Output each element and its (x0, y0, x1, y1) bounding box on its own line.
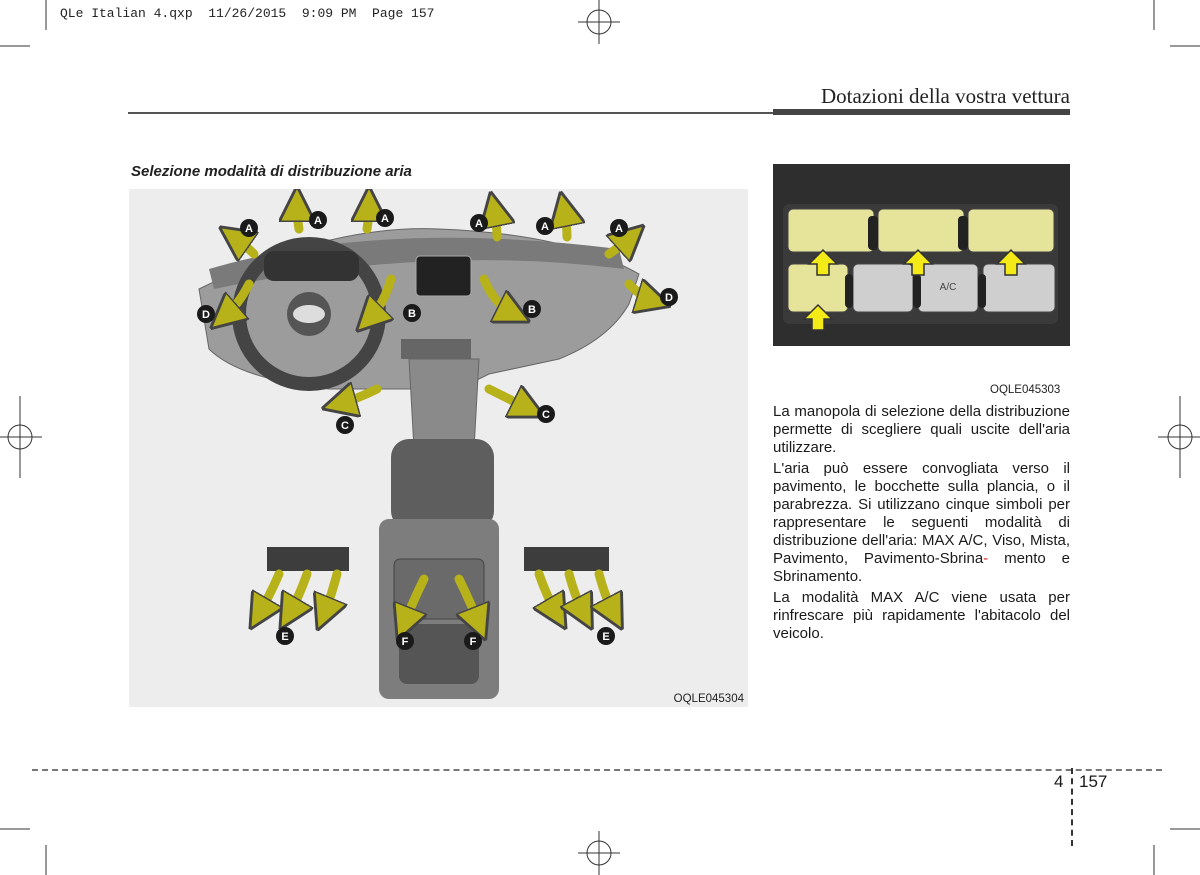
paragraph-3: La modalità MAX A/C viene usata per rinfrescare più rapidamente l'abitacolo del veicolo. (773, 589, 1070, 642)
label-c-2: C (542, 409, 550, 421)
label-d-2: D (665, 292, 673, 304)
chapter-number: 4 (1054, 772, 1064, 791)
print-slug: QLe Italian 4.qxp 11/26/2015 9:09 PM Page 157 (60, 6, 435, 21)
dashboard-illustration (129, 189, 748, 707)
footer-rule (32, 769, 1162, 771)
header-rule (128, 112, 773, 114)
paragraph-2-end: mento e Sbrinamento. (773, 550, 1071, 585)
figure-code: OQLE045304 (673, 693, 744, 705)
page-number: 157 (1079, 772, 1108, 791)
section-title: Dotazioni della vostra vettura (821, 84, 1070, 108)
label-b-1: B (408, 308, 416, 320)
label-a-2: A (314, 215, 322, 227)
label-a-1: A (245, 223, 253, 235)
paragraph-1: La manopola di selezione della distribuzione permette di scegliere quali uscite dell'aria utilizzare. (773, 403, 1070, 456)
figure-heading: Selezione modalità di distribuzione aria (131, 163, 412, 180)
label-a-3: A (381, 213, 389, 225)
label-f-2: F (469, 636, 477, 648)
header-rule-thick (773, 109, 1070, 115)
figure-code-right: OQLE045303 (990, 384, 1061, 396)
label-a-4: A (475, 218, 483, 230)
label-d-1: D (202, 309, 210, 321)
paragraph-2-main: L'aria può essere convogliata verso il pavimento, le bocchette sulla plancia, o il parabrezza. Si utilizzano cinque simboli per rappresentare le seguenti modalità di distribuzione dell'aria: MAX A/C, Viso, Mista, Pavimento, Pavimento-Sbrina (773, 460, 1070, 567)
label-f-1: F (401, 636, 409, 648)
ac-button-label: A/C (939, 282, 957, 293)
label-a-6: A (615, 223, 623, 235)
label-e-1: E (281, 631, 289, 643)
body-text (773, 403, 1070, 646)
page-number-separator (1071, 768, 1074, 846)
label-b-2: B (528, 304, 536, 316)
paragraph-2 (773, 460, 1070, 586)
label-a-5: A (541, 221, 549, 233)
control-panel-illustration (773, 164, 1070, 346)
air-distribution-figure (129, 189, 748, 707)
control-panel-figure (773, 164, 1070, 346)
paragraph-2-hyphen: - (983, 550, 989, 567)
label-e-2: E (602, 631, 610, 643)
label-c-1: C (341, 420, 349, 432)
